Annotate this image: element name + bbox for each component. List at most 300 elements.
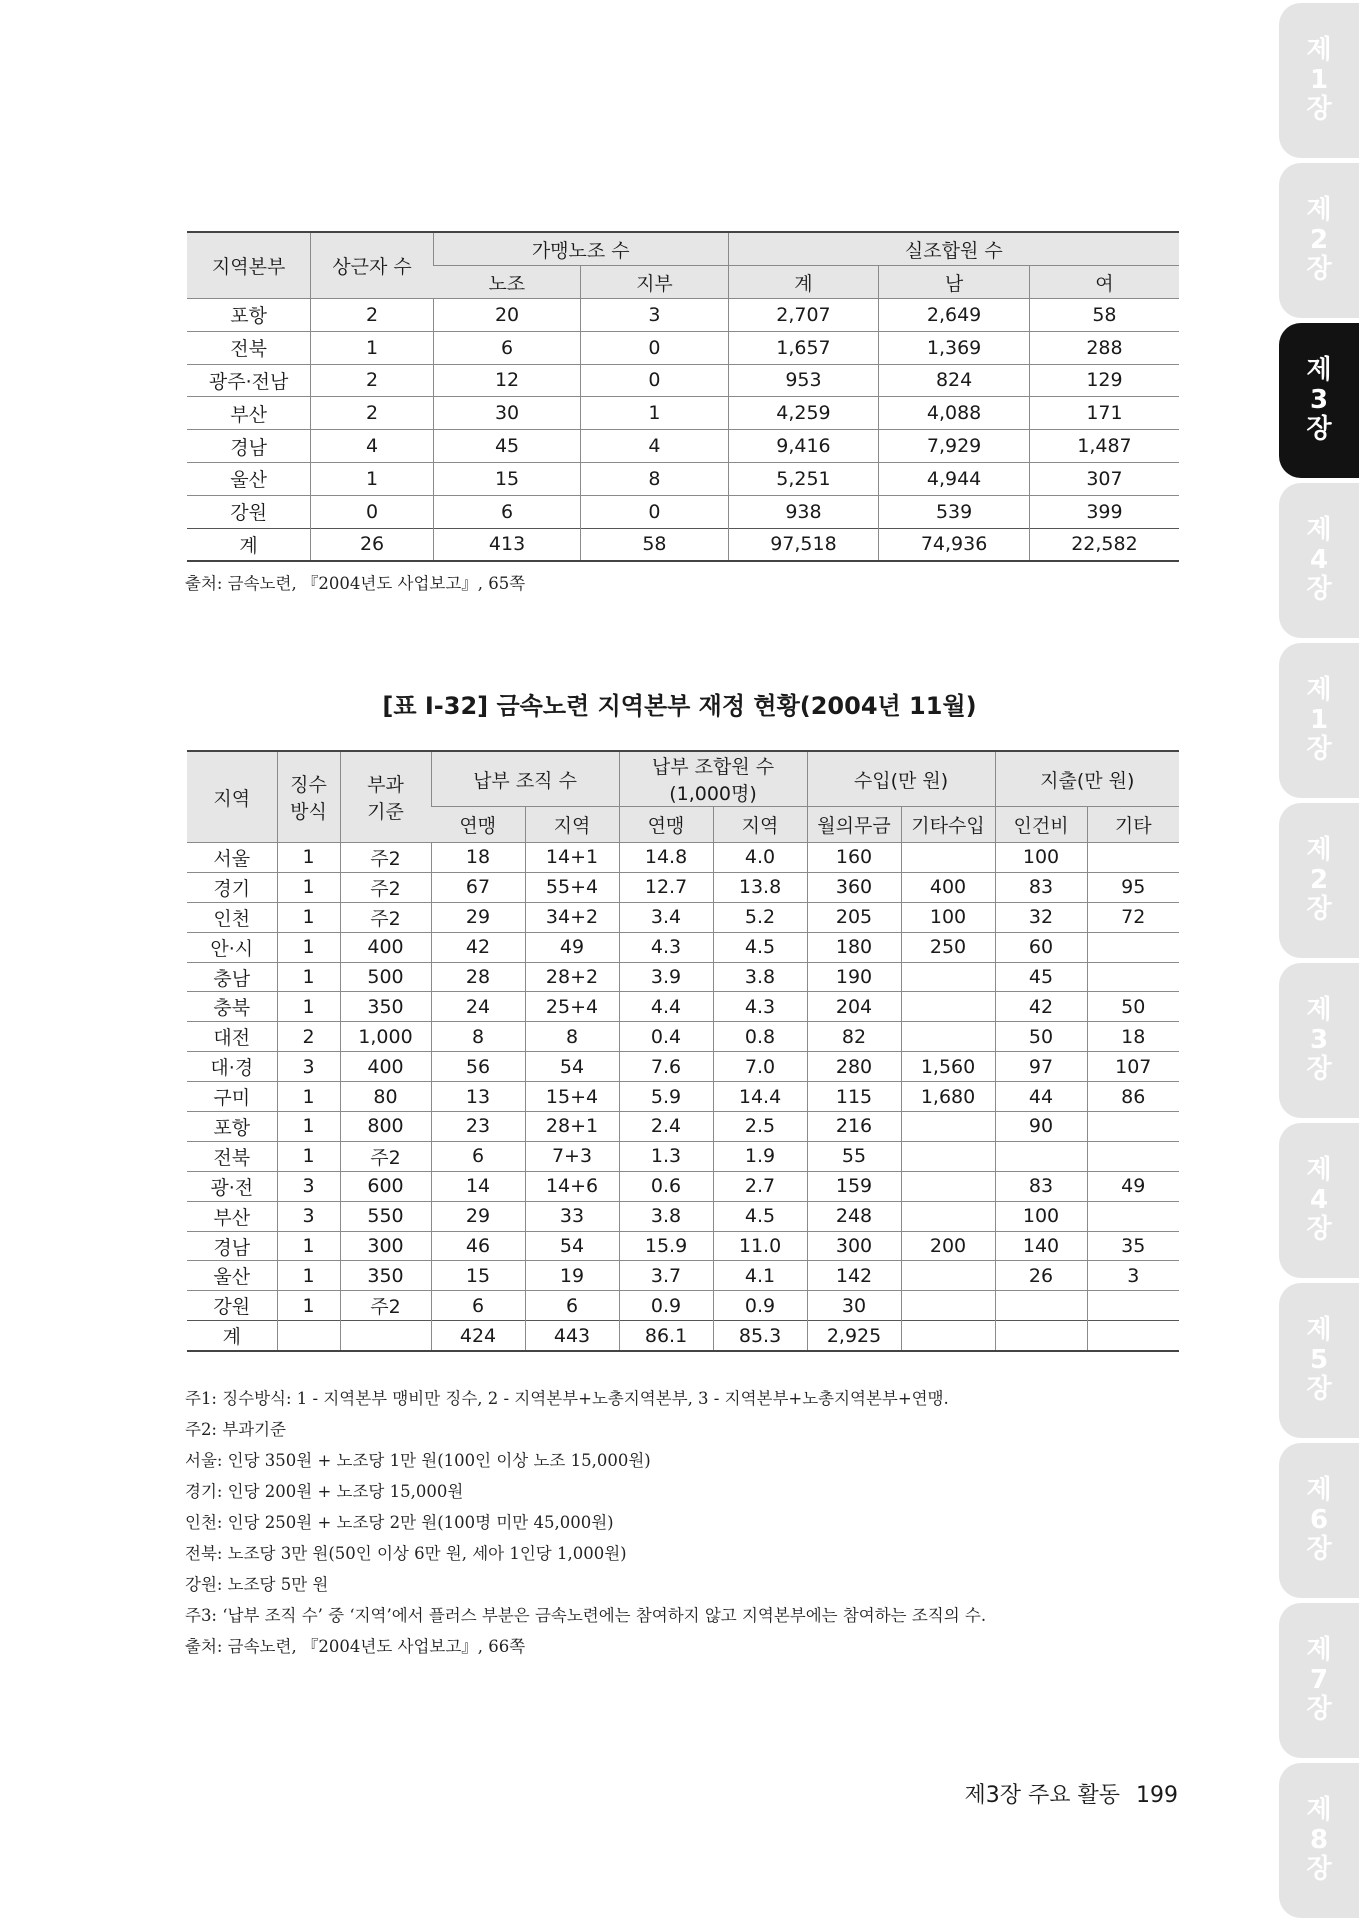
table-cell: 부산	[187, 397, 311, 430]
table-row	[187, 331, 1179, 364]
table-cell: 54	[525, 1231, 619, 1261]
table-cell: 3	[277, 1052, 340, 1082]
table-cell: 4,944	[879, 462, 1030, 495]
table-cell: 1	[311, 331, 434, 364]
chapter-tab-char: 제	[1306, 1794, 1332, 1825]
table-row	[187, 1231, 1179, 1261]
chapter-tab-char: 제	[1306, 354, 1332, 385]
table-cell: 15	[433, 462, 580, 495]
table-cell: 6	[525, 1291, 619, 1321]
chapter-tab[interactable]	[1279, 1123, 1359, 1278]
table-cell: 0.9	[619, 1291, 713, 1321]
chapter-tab[interactable]	[1279, 323, 1359, 478]
chapter-tab-char: 장	[1306, 1694, 1332, 1725]
table-cell: 56	[431, 1052, 525, 1082]
header-labor-cost: 인건비	[995, 807, 1087, 843]
table-cell: 15.9	[619, 1231, 713, 1261]
table-cell: 1	[277, 1231, 340, 1261]
table-cell	[1087, 843, 1179, 873]
table-cell: 28+1	[525, 1112, 619, 1142]
table-cell: 광·전	[187, 1171, 277, 1201]
table-cell: 1	[581, 397, 728, 430]
header-female-sub: 여	[1029, 266, 1179, 299]
table-cell: 83	[995, 872, 1087, 902]
table-cell: 5.2	[713, 902, 807, 932]
chapter-tab-char: 장	[1306, 894, 1332, 925]
header-members-fed: 연맹	[619, 807, 713, 843]
chapter-tab-char: 장	[1306, 1374, 1332, 1405]
table-cell: 46	[431, 1231, 525, 1261]
table-cell	[1087, 932, 1179, 962]
table-row	[187, 1291, 1179, 1321]
chapter-tab[interactable]	[1279, 963, 1359, 1118]
header-paying-members	[619, 751, 807, 807]
table-cell: 2	[311, 299, 434, 332]
table-row	[187, 872, 1179, 902]
table-row	[187, 462, 1179, 495]
table-cell: 구미	[187, 1082, 277, 1112]
table-cell: 30	[807, 1291, 901, 1321]
table-cell: 413	[433, 528, 580, 561]
table-cell: 4.0	[713, 843, 807, 873]
header-members-line1: 납부 조합원 수	[651, 756, 775, 778]
chapter-tab-char: 3	[1309, 1024, 1329, 1055]
header-orgs: 납부 조직 수	[431, 751, 619, 807]
note-line: 경기: 인당 200원 + 노조당 15,000원	[185, 1482, 464, 1501]
table-cell: 300	[340, 1231, 431, 1261]
note-line: 주2: 부과기준	[185, 1420, 286, 1439]
table-row	[187, 1261, 1179, 1291]
table-cell	[901, 1112, 995, 1142]
note-line: 주1: 징수방식: 1 - 지역본부 맹비만 징수, 2 - 지역본부+노총지역본부, 3 - 지역본부+노총지역본부+연맹.	[185, 1389, 949, 1408]
table-cell: 1.3	[619, 1141, 713, 1171]
table-cell	[995, 1321, 1087, 1351]
table-cell: 54	[525, 1052, 619, 1082]
table-cell: 6	[431, 1291, 525, 1321]
table-cell: 200	[901, 1231, 995, 1261]
table-cell: 충남	[187, 962, 277, 992]
chapter-tabs	[1279, 0, 1359, 1920]
table-cell: 49	[1087, 1171, 1179, 1201]
table-cell: 953	[728, 364, 879, 397]
table-cell: 19	[525, 1261, 619, 1291]
table-cell: 399	[1029, 495, 1179, 528]
chapter-tab-char: 장	[1306, 734, 1332, 765]
table-cell	[1087, 962, 1179, 992]
table-cell: 포항	[187, 299, 311, 332]
table-cell: 15	[431, 1261, 525, 1291]
table-cell	[277, 1321, 340, 1351]
table-cell: 0	[581, 331, 728, 364]
chapter-tab-char: 제	[1306, 1314, 1332, 1345]
table-cell: 4.5	[713, 932, 807, 962]
chapter-tab-char: 장	[1306, 254, 1332, 285]
table-cell	[901, 962, 995, 992]
table-row	[187, 495, 1179, 528]
header-members-line2: (1,000명)	[669, 783, 757, 805]
header-union-sub: 노조	[433, 266, 580, 299]
table-cell: 95	[1087, 872, 1179, 902]
table-cell	[340, 1321, 431, 1351]
table-cell	[901, 1321, 995, 1351]
chapter-tab[interactable]	[1279, 1443, 1359, 1598]
table-row	[187, 1171, 1179, 1201]
region-finance-table	[187, 750, 1179, 1352]
chapter-tab-char: 제	[1306, 1154, 1332, 1185]
table-cell: 44	[995, 1082, 1087, 1112]
chapter-tab-char: 장	[1306, 1054, 1332, 1085]
table-cell: 159	[807, 1171, 901, 1201]
note-line: 강원: 노조당 5만 원	[185, 1575, 329, 1594]
chapter-tab[interactable]	[1279, 163, 1359, 318]
chapter-tab-char: 제	[1306, 34, 1332, 65]
header-method	[277, 751, 340, 843]
chapter-tab[interactable]	[1279, 3, 1359, 158]
chapter-tab[interactable]	[1279, 1283, 1359, 1438]
table-cell: 5.9	[619, 1082, 713, 1112]
table1-body	[187, 299, 1179, 562]
header-other-income: 기타수입	[901, 807, 995, 843]
table-cell: 50	[995, 1022, 1087, 1052]
header-fulltime: 상근자 수	[311, 232, 434, 299]
table-cell: 7,929	[879, 430, 1030, 463]
table-row	[187, 932, 1179, 962]
table-cell: 1	[277, 1261, 340, 1291]
chapter-tab-char: 5	[1309, 1344, 1329, 1375]
table-cell: 600	[340, 1171, 431, 1201]
table-cell: 42	[431, 932, 525, 962]
table-cell: 서울	[187, 843, 277, 873]
table-cell: 2.4	[619, 1112, 713, 1142]
table-cell	[995, 1291, 1087, 1321]
table-cell: 307	[1029, 462, 1179, 495]
table-cell: 울산	[187, 462, 311, 495]
chapter-tab[interactable]	[1279, 483, 1359, 638]
table-cell: 4.4	[619, 992, 713, 1022]
table-cell: 0	[581, 495, 728, 528]
table-cell: 대전	[187, 1022, 277, 1052]
table-cell: 1	[277, 1141, 340, 1171]
table-cell: 14.4	[713, 1082, 807, 1112]
note-line: 서울: 인당 350원 + 노조당 1만 원(100인 이상 노조 15,000원)	[185, 1451, 651, 1470]
table-cell: 97	[995, 1052, 1087, 1082]
table-cell: 142	[807, 1261, 901, 1291]
table-cell: 8	[525, 1022, 619, 1052]
chapter-tab-char: 장	[1306, 574, 1332, 605]
table-cell: 45	[433, 430, 580, 463]
header-method-line2: 방식	[290, 801, 327, 823]
table-cell: 1	[277, 872, 340, 902]
table-cell: 1.9	[713, 1141, 807, 1171]
table-cell: 24	[431, 992, 525, 1022]
chapter-tab-char: 8	[1309, 1824, 1329, 1855]
table-cell: 12	[433, 364, 580, 397]
table-cell: 2.5	[713, 1112, 807, 1142]
chapter-tab-char: 제	[1306, 674, 1332, 705]
table-cell: 140	[995, 1231, 1087, 1261]
table-cell: 3	[277, 1171, 340, 1201]
header-basis	[340, 751, 431, 843]
table-cell: 72	[1087, 902, 1179, 932]
region-staff-table	[187, 231, 1179, 562]
table-cell: 0	[311, 495, 434, 528]
table-cell: 30	[433, 397, 580, 430]
table-cell: 계	[187, 528, 311, 561]
table-row	[187, 1082, 1179, 1112]
table-cell: 443	[525, 1321, 619, 1351]
table-cell: 2	[311, 364, 434, 397]
table-cell: 550	[340, 1201, 431, 1231]
note-line: 주3: ‘납부 조직 수’ 중 ‘지역’에서 플러스 부분은 금속노련에는 참여하지 않고 지역본부에는 참여하는 조직의 수.	[185, 1606, 987, 1625]
table-cell	[1087, 1291, 1179, 1321]
chapter-tab-char: 제	[1306, 194, 1332, 225]
table-cell: 400	[901, 872, 995, 902]
table-cell: 58	[581, 528, 728, 561]
header-basis-line1: 부과	[367, 774, 404, 796]
chapter-tab-char: 4	[1309, 544, 1329, 575]
table-cell: 4,259	[728, 397, 879, 430]
header-orgs-fed: 연맹	[431, 807, 525, 843]
table-cell: 25+4	[525, 992, 619, 1022]
table-cell: 3	[1087, 1261, 1179, 1291]
table-cell	[901, 992, 995, 1022]
header-region: 지역	[187, 751, 277, 843]
table-cell: 1	[277, 932, 340, 962]
table-cell: 50	[1087, 992, 1179, 1022]
chapter-tab-char: 2	[1309, 224, 1329, 255]
table-cell: 주2	[340, 843, 431, 873]
table-cell: 280	[807, 1052, 901, 1082]
table-cell: 경기	[187, 872, 277, 902]
table-cell	[995, 1141, 1087, 1171]
table-cell	[1087, 1141, 1179, 1171]
table-cell: 경남	[187, 430, 311, 463]
chapter-tab-char: 제	[1306, 514, 1332, 545]
note-line: 전북: 노조당 3만 원(50인 이상 6만 원, 세아 1인당 1,000원)	[185, 1544, 627, 1563]
table-cell: 90	[995, 1112, 1087, 1142]
table-cell: 160	[807, 843, 901, 873]
table-cell: 주2	[340, 872, 431, 902]
table-cell: 전북	[187, 331, 311, 364]
table-cell: 15+4	[525, 1082, 619, 1112]
header-male-sub: 남	[879, 266, 1030, 299]
chapter-tab-char: 1	[1309, 704, 1329, 735]
table-cell: 부산	[187, 1201, 277, 1231]
table-cell: 107	[1087, 1052, 1179, 1082]
table-cell: 1,657	[728, 331, 879, 364]
table-cell: 1,000	[340, 1022, 431, 1052]
table-cell: 강원	[187, 495, 311, 528]
chapter-tab-char: 장	[1306, 94, 1332, 125]
table-cell: 대·경	[187, 1052, 277, 1082]
table-cell: 74,936	[879, 528, 1030, 561]
table-cell: 3	[581, 299, 728, 332]
table-cell: 539	[879, 495, 1030, 528]
table-cell	[901, 1171, 995, 1201]
chapter-tab[interactable]	[1279, 803, 1359, 958]
table-cell: 13	[431, 1082, 525, 1112]
chapter-tab-char: 3	[1309, 384, 1329, 415]
table-cell: 424	[431, 1321, 525, 1351]
table-cell: 4,088	[879, 397, 1030, 430]
table-row	[187, 430, 1179, 463]
table1-source: 출처: 금속노련, 『2004년도 사업보고』, 65쪽	[185, 574, 526, 593]
note-line: 인천: 인당 250원 + 노조당 2만 원(100명 미만 45,000원)	[185, 1513, 614, 1532]
total-row	[187, 1321, 1179, 1351]
table-cell: 6	[431, 1141, 525, 1171]
table-cell: 29	[431, 902, 525, 932]
table-cell: 100	[995, 1201, 1087, 1231]
chapter-tab-char: 장	[1306, 1534, 1332, 1565]
table-cell: 강원	[187, 1291, 277, 1321]
table-cell: 1,680	[901, 1082, 995, 1112]
table-cell: 80	[340, 1082, 431, 1112]
table-cell: 42	[995, 992, 1087, 1022]
table-cell: 204	[807, 992, 901, 1022]
table-cell: 248	[807, 1201, 901, 1231]
table-cell: 7.0	[713, 1052, 807, 1082]
table-cell: 6	[433, 331, 580, 364]
header-basis-line2: 기준	[367, 801, 404, 823]
table-cell: 2,925	[807, 1321, 901, 1351]
table-row	[187, 397, 1179, 430]
table-cell: 주2	[340, 1291, 431, 1321]
table-cell: 1	[277, 843, 340, 873]
table-cell: 82	[807, 1022, 901, 1052]
header-method-line1: 징수	[290, 774, 327, 796]
table-row	[187, 364, 1179, 397]
table-cell: 288	[1029, 331, 1179, 364]
table-cell: 32	[995, 902, 1087, 932]
table-row	[187, 299, 1179, 332]
chapter-tab[interactable]	[1279, 1763, 1359, 1918]
chapter-tab-char: 제	[1306, 1634, 1332, 1665]
table-cell: 안·시	[187, 932, 277, 962]
table-cell	[901, 1261, 995, 1291]
table-cell: 1	[277, 1082, 340, 1112]
table-cell: 0.9	[713, 1291, 807, 1321]
table-cell: 포항	[187, 1112, 277, 1142]
table-cell: 2.7	[713, 1171, 807, 1201]
table-row	[187, 1141, 1179, 1171]
table-cell	[1087, 1112, 1179, 1142]
chapter-tab-char: 제	[1306, 1474, 1332, 1505]
table-cell: 28	[431, 962, 525, 992]
table-cell: 216	[807, 1112, 901, 1142]
table-cell: 1	[277, 1291, 340, 1321]
table-cell: 1	[277, 902, 340, 932]
table-row	[187, 1112, 1179, 1142]
table-cell: 300	[807, 1231, 901, 1261]
table-cell: 250	[901, 932, 995, 962]
table-cell: 23	[431, 1112, 525, 1142]
table-cell	[901, 843, 995, 873]
table-cell: 8	[431, 1022, 525, 1052]
header-members-area: 지역	[713, 807, 807, 843]
table-row	[187, 1052, 1179, 1082]
table-cell: 0.4	[619, 1022, 713, 1052]
chapter-tab-char: 장	[1306, 1214, 1332, 1245]
table-cell: 3.4	[619, 902, 713, 932]
table-cell: 18	[431, 843, 525, 873]
table-cell: 8	[581, 462, 728, 495]
table2-title: [표 Ⅰ-32] 금속노련 지역본부 재정 현황(2004년 11월)	[382, 692, 977, 720]
table-cell: 97,518	[728, 528, 879, 561]
table-cell: 67	[431, 872, 525, 902]
table-cell: 22,582	[1029, 528, 1179, 561]
header-unions: 가맹노조 수	[433, 232, 728, 266]
header-income: 수입(만 원)	[807, 751, 995, 807]
table-cell: 85.3	[713, 1321, 807, 1351]
table-cell: 800	[340, 1112, 431, 1142]
table-cell: 1,369	[879, 331, 1030, 364]
table-cell: 400	[340, 932, 431, 962]
table-cell: 4	[311, 430, 434, 463]
table-cell: 2,649	[879, 299, 1030, 332]
table-cell: 18	[1087, 1022, 1179, 1052]
table-cell: 14+1	[525, 843, 619, 873]
table-cell: 3	[277, 1201, 340, 1231]
chapter-tab-char: 6	[1309, 1504, 1329, 1535]
chapter-tab[interactable]	[1279, 1603, 1359, 1758]
header-other-expense: 기타	[1087, 807, 1179, 843]
table-cell: 주2	[340, 1141, 431, 1171]
table-cell: 7.6	[619, 1052, 713, 1082]
table-cell: 129	[1029, 364, 1179, 397]
table-cell	[901, 1022, 995, 1052]
header-branch-sub: 지부	[581, 266, 728, 299]
table-cell: 0.8	[713, 1022, 807, 1052]
chapter-tab-char: 4	[1309, 1184, 1329, 1215]
table-cell: 34+2	[525, 902, 619, 932]
table-cell	[901, 1291, 995, 1321]
table-cell: 350	[340, 992, 431, 1022]
table-cell: 28+2	[525, 962, 619, 992]
table-cell: 86	[1087, 1082, 1179, 1112]
page-footer	[965, 1778, 1179, 1809]
table-row	[187, 902, 1179, 932]
table-cell: 60	[995, 932, 1087, 962]
table-cell: 인천	[187, 902, 277, 932]
table-cell: 1	[277, 962, 340, 992]
table-cell: 4.3	[713, 992, 807, 1022]
table-cell: 49	[525, 932, 619, 962]
table-cell: 4.3	[619, 932, 713, 962]
chapter-tab[interactable]	[1279, 643, 1359, 798]
chapter-tab-char: 1	[1309, 64, 1329, 95]
table-cell: 86.1	[619, 1321, 713, 1351]
table-cell: 350	[340, 1261, 431, 1291]
table-row	[187, 1022, 1179, 1052]
table-cell: 180	[807, 932, 901, 962]
table-cell: 3.7	[619, 1261, 713, 1291]
table-cell: 계	[187, 1321, 277, 1351]
table-cell	[1087, 1201, 1179, 1231]
table-cell: 1	[277, 1112, 340, 1142]
header-total-sub: 계	[728, 266, 879, 299]
table-cell: 3.8	[713, 962, 807, 992]
chapter-tab-char: 제	[1306, 994, 1332, 1025]
table-cell: 7+3	[525, 1141, 619, 1171]
table-cell: 경남	[187, 1231, 277, 1261]
table-cell: 5,251	[728, 462, 879, 495]
chapter-tab-char: 장	[1306, 414, 1332, 445]
table-cell: 4.1	[713, 1261, 807, 1291]
table-row	[187, 1201, 1179, 1231]
table-cell: 100	[995, 843, 1087, 873]
header-orgs-area: 지역	[525, 807, 619, 843]
table-cell: 55+4	[525, 872, 619, 902]
